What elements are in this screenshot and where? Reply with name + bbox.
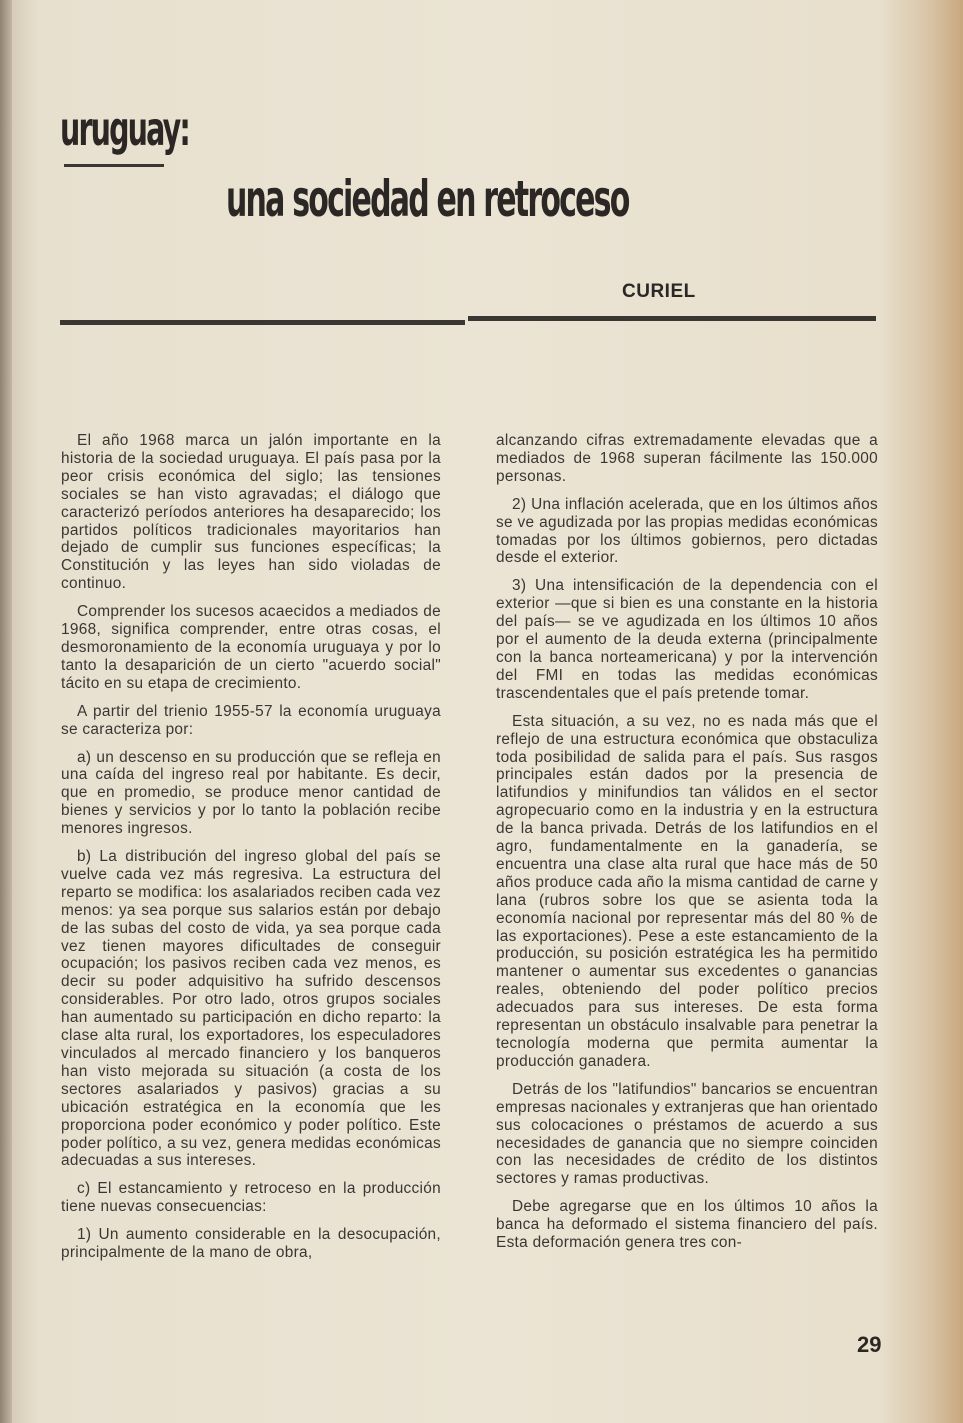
divider-rule-right [468, 316, 876, 321]
headline-underline [64, 164, 164, 167]
paragraph: El año 1968 marca un jalón importante en la historia de la sociedad uruguaya. El país pasa por la peor crisis económica del siglo; las tensiones sociales se han visto agravadas; el diálogo que caracterizó períodos anteriores ha desaparecido; los partidos políticos tradicionales mayoritarios han dejado de cumplir sus funciones específicas; la Constitución y las leyes han sido violadas de continuo. [61, 432, 441, 593]
paragraph: a) un descenso en su producción que se refleja en una caída del ingreso real por habitante. Es decir, que en promedio, se produce menor cantidad de bienes y servicios y por lo tanto la población recibe menores ingresos. [61, 748, 441, 838]
divider-rule-left [60, 320, 465, 325]
binding-edge [0, 0, 12, 1423]
paragraph: Debe agregarse que en los últimos 10 años la banca ha deformado el sistema financiero del país. Esta deformación genera tres con- [496, 1198, 878, 1252]
text-column-left [61, 432, 441, 1272]
paragraph: alcanzando cifras extremadamente elevadas que a mediados de 1968 superan fácilmente las 150.000 personas. [496, 432, 878, 485]
paragraph: Comprender los sucesos acaecidos a mediados de 1968, significa comprender, entre otras cosas, el desmoronamiento de la economía uruguaya y por lo tanto la desaparición de un cierto "acuerdo social" tácito en su etapa de crecimiento. [61, 603, 441, 692]
author-name: CURIEL [622, 281, 696, 302]
text-column-right [496, 432, 878, 1262]
paragraph: b) La distribución del ingreso global del país se vuelve cada vez más regresiva. La estructura del reparto se modifica: los asalariados reciben cada vez menos: ya sea porque sus salarios están por debajo de las subas del costo de vida, ya sea porque cada vez tienen mayores dificultades de conseguir ocupación; los pasivos reciben cada vez menos, es decir su poder adquisitivo ha sufrido descensos considerables. Por otro lado, otros grupos sociales han aumentado su participación en dicho reparto: la clase alta rural, los exportadores, los especuladores vinculados al mercado financiero y los banqueros han visto mejorada su situación (a costa de los sectores asalariados y pasivos) gracias a su ubicación estratégica en la economía que les proporciona poder económico y poder político. Este poder político, a su vez, genera medidas económicas adecuadas a sus intereses. [61, 848, 441, 1170]
headline-country: uruguay: [60, 102, 189, 156]
page-number: 29 [857, 1332, 882, 1357]
paragraph: Detrás de los "latifundios" bancarios se encuentran empresas nacionales y extranjeras que han orientado sus colocaciones o préstamos de acuerdo a sus necesidades de ganancia que no siempre coinciden con las necesidades de crédito de los distintos sectores y ramas productivas. [496, 1080, 878, 1188]
headline-title: una sociedad en retroceso [226, 170, 629, 228]
paragraph: 2) Una inflación acelerada, que en los últimos años se ve agudizada por las propias medidas económicas tomadas por los últimos gobiernos, pero dictadas desde el exterior. [496, 495, 878, 567]
paragraph: 1) Un aumento considerable en la desocupación, principalmente de la mano de obra, [61, 1226, 441, 1262]
paragraph: c) El estancamiento y retroceso en la producción tiene nuevas consecuencias: [61, 1180, 441, 1216]
paragraph: Esta situación, a su vez, no es nada más que el reflejo de una estructura económica que obstaculiza toda posibilidad de salida para el país. Sus rasgos principales están dados por la presencia de latifundios y minifundios tan válidos en el sector agropecuario como en la industria y en la estructura de la banca privada. Detrás de los latifundios en el agro, fundamentalmente en la ganadería, se encuentra una clase alta rural que hace más de 50 años produce cada año la misma cantidad de carne y lana (rubros sobre los que se asienta toda la economía nacional por representar más del 80 % de las exportaciones). Pese a este estancamiento de la producción, su posición estratégica les ha permitido mantener o aumentar sus excedentes o ganancias reales, obteniendo del poder político precios adecuados para sus intereses. De esta forma representan un obstáculo insalvable para penetrar la tecnología moderna que permita aumentar la producción ganadera. [496, 712, 878, 1070]
paragraph: 3) Una intensificación de la dependencia con el exterior —que si bien es una constante en la historia del país— se ve agudizada en los últimos 10 años por el aumento de la deuda externa (principalmente con la banca norteamericana) y por la intervención del FMI en todas las medidas económicas trascendentales que el país pretende tomar. [496, 577, 878, 702]
paragraph: A partir del trienio 1955-57 la economía uruguaya se caracteriza por: [61, 702, 441, 738]
